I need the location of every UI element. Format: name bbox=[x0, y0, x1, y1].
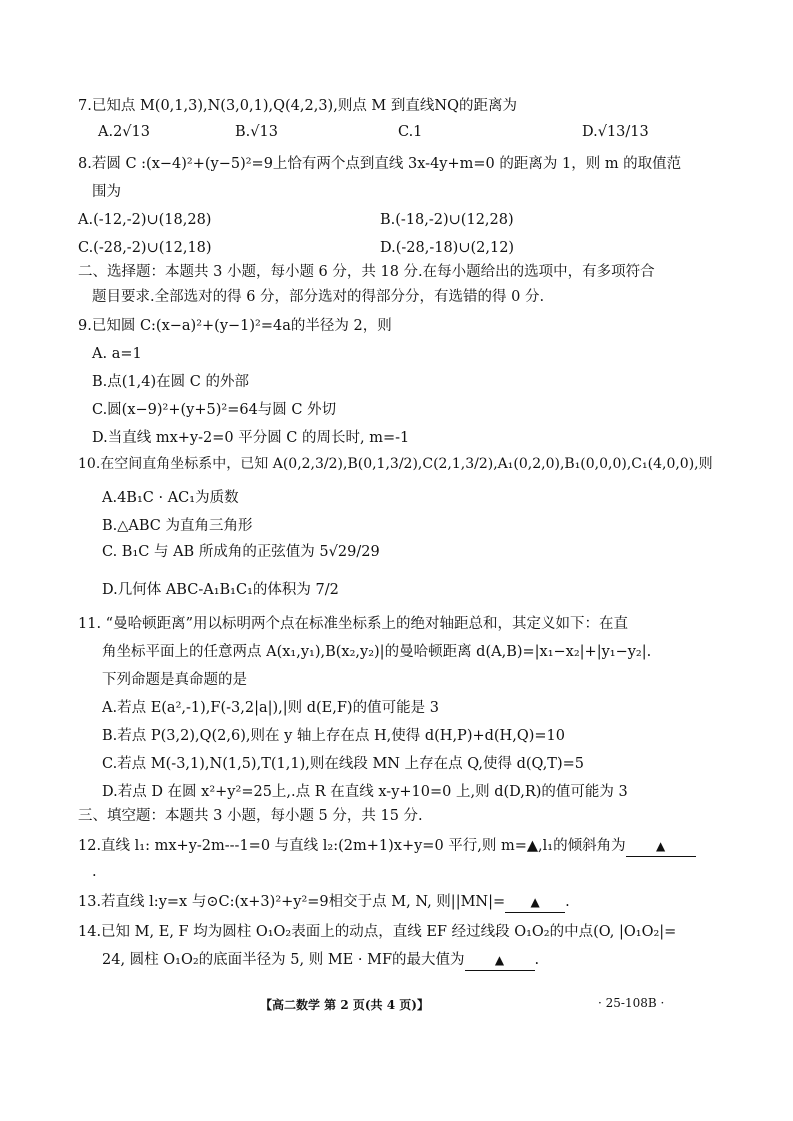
q9-option-d: D.当直线 mx+y-2=0 平分圆 C 的周长时, m=-1 bbox=[92, 430, 410, 446]
q10-option-c: C. B₁C 与 AB 所成角的正弦值为 5√29/29 bbox=[102, 544, 380, 560]
q9-option-c: C.圆(x−9)²+(y+5)²=64与圆 C 外切 bbox=[92, 402, 337, 418]
q10-stem: 10.在空间直角坐标系中，已知 A(0,2,3/2),B(0,1,3/2),C(2,1,3/2),A₁(0,2,0),B₁(0,0,0),C₁(4,0,0),则 bbox=[78, 456, 713, 472]
q7-stem: 7.已知点 M(0,1,3),N(3,0,1),Q(4,2,3),则点 M 到直线NQ的距离为 bbox=[78, 98, 517, 114]
q14-text: 24, 圆柱 O₁O₂的底面半径为 5, 则 ME · MF的最大值为 bbox=[102, 952, 465, 968]
section2-heading-line2: 题目要求.全部选对的得 6 分，部分选对的得部分分，有选错的得 0 分. bbox=[92, 289, 545, 305]
q14-line1: 14.已知 M, E, F 均为圆柱 O₁O₂表面上的动点，直线 EF 经过线段 O₁O₂的中点(O, |O₁O₂|= bbox=[78, 924, 677, 940]
q11-option-c: C.若点 M(-3,1),N(1,5),T(1,1),则在线段 MN 上存在点 Q,使得 d(Q,T)=5 bbox=[102, 756, 585, 772]
q12-line1 bbox=[78, 836, 696, 857]
q8-stem-line2: 围为 bbox=[92, 184, 121, 200]
q11-option-a: A.若点 E(a²,-1),F(-3,2|a|),|则 d(E,F)的值可能是 3 bbox=[102, 700, 439, 716]
footer-page-info: 【高二数学 第 2 页(共 4 页)】 bbox=[260, 998, 429, 1012]
q12-answer-blank[interactable]: ▲ bbox=[626, 836, 696, 857]
q7-option-a: A.2√13 bbox=[98, 124, 150, 140]
q7-option-c: C.1 bbox=[398, 124, 423, 140]
q8-option-b: B.(-18,-2)∪(12,28) bbox=[380, 212, 514, 228]
q10-option-d: D.几何体 ABC-A₁B₁C₁的体积为 7/2 bbox=[102, 582, 339, 598]
q11-line2: 角坐标平面上的任意两点 A(x₁,y₁),B(x₂,y₂)|的曼哈顿距离 d(A,B)=|x₁−x₂|+|y₁−y₂|. bbox=[102, 644, 652, 660]
q9-option-a: A. a=1 bbox=[92, 346, 142, 362]
q13-text: 13.若直线 l:y=x 与⊙C:(x+3)²+y²=9相交于点 M, N, 则||MN|= bbox=[78, 894, 506, 910]
q8-stem-line1: 8.若圆 C :(x−4)²+(y−5)²=9上恰有两个点到直线 3x-4y+m=0 的距离为 1，则 m 的取值范 bbox=[78, 156, 682, 172]
q8-option-a: A.(-12,-2)∪(18,28) bbox=[78, 212, 212, 228]
section3-heading: 三、填空题：本题共 3 小题，每小题 5 分，共 15 分. bbox=[78, 808, 423, 824]
q14-line2 bbox=[102, 950, 539, 971]
q12-line2: . bbox=[92, 864, 97, 880]
footer-code: · 25-108B · bbox=[598, 996, 665, 1010]
q9-stem: 9.已知圆 C:(x−a)²+(y−1)²=4a的半径为 2，则 bbox=[78, 318, 392, 334]
q8-option-d: D.(-28,-18)∪(2,12) bbox=[380, 240, 515, 256]
q11-option-b: B.若点 P(3,2),Q(2,6),则在 y 轴上存在点 H,使得 d(H,P)+d(H,Q)=10 bbox=[102, 728, 565, 744]
q11-option-d: D.若点 D 在圆 x²+y²=25上,.点 R 在直线 x-y+10=0 上,则 d(D,R)的值可能为 3 bbox=[102, 784, 628, 800]
q12-text: 12.直线 l₁: mx+y-2m---1=0 与直线 l₂:(2m+1)x+y=0 平行,则 m=▲,l₁的倾斜角为 bbox=[78, 838, 626, 854]
q14-end: . bbox=[534, 952, 540, 968]
q14-answer-blank[interactable]: ▲ bbox=[465, 950, 535, 971]
q7-option-d: D.√13/13 bbox=[582, 124, 649, 140]
q13-answer-blank[interactable]: ▲ bbox=[505, 892, 565, 913]
section2-heading-line1: 二、选择题：本题共 3 小题，每小题 6 分，共 18 分.在每小题给出的选项中，有多项符合 bbox=[78, 264, 655, 280]
q7-option-b: B.√13 bbox=[235, 124, 278, 140]
q11-line1: 11. “曼哈顿距离”用以标明两个点在标准坐标系上的绝对轴距总和，其定义如下：在直 bbox=[78, 616, 628, 632]
q13-line bbox=[78, 892, 570, 913]
q8-option-c: C.(-28,-2)∪(12,18) bbox=[78, 240, 212, 256]
q10-option-a: A.4B₁C · AC₁为质数 bbox=[102, 490, 239, 506]
q11-line3: 下列命题是真命题的是 bbox=[102, 672, 247, 688]
q9-option-b: B.点(1,4)在圆 C 的外部 bbox=[92, 374, 249, 390]
q13-end: . bbox=[565, 894, 570, 910]
q10-option-b: B.△ABC 为直角三角形 bbox=[102, 518, 253, 534]
